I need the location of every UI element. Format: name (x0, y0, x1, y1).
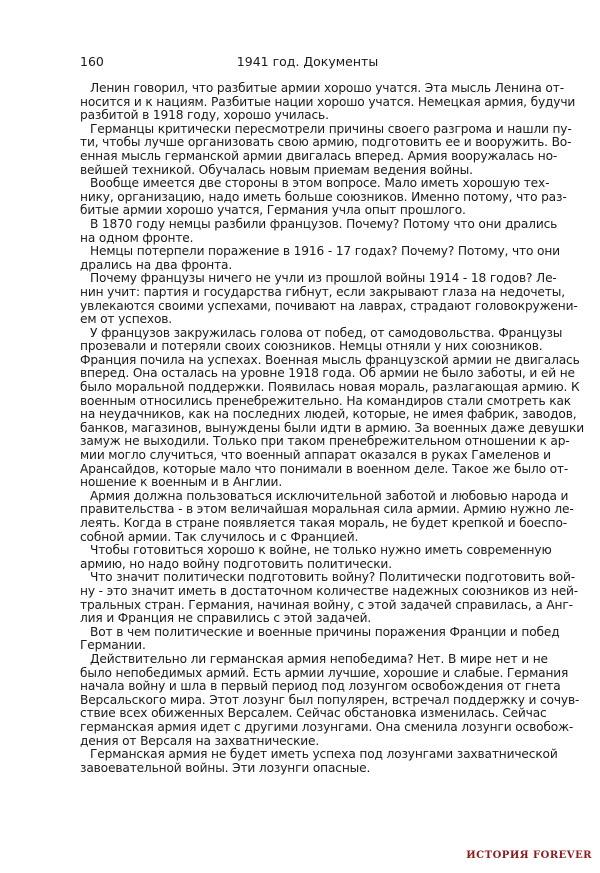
text-line: Версальского мира. Этот лозунг был популярен, встречал поддержку и сочув- (80, 692, 580, 707)
text-line: Германцы критически пересмотрели причины своего разгрома и нашли пу- (90, 121, 572, 136)
text-line: Что значит политически подготовить войну? Политически подготовить вой- (90, 570, 576, 585)
text-line: военным относились пренебрежительно. На командиров стали смотреть как (80, 393, 571, 408)
text-line: Германии. (80, 638, 146, 653)
text-line: тральных стран. Германия, начиная войну, с этой задачей справилась, а Анг- (80, 597, 573, 612)
paragraph (80, 325, 584, 490)
paragraph (80, 244, 560, 272)
text-line: дрались на два фронта. (80, 257, 233, 272)
text-line: енная мысль германской армии двигалась вперед. Армия вооружалась но- (80, 148, 558, 163)
text-line: замуж не выходили. Только при таком пренебрежительном отношении к ар- (80, 434, 570, 449)
text-line: собной армии. Так случилось и с Францией. (80, 529, 359, 544)
text-line: мии могло случиться, что военный аппарат оказался в руках Гамеленов и (80, 448, 551, 463)
text-line: лия и Франция не справились с этой задачей. (80, 611, 372, 626)
text-line: Вообще имеется две стороны в этом вопросе. Мало иметь хорошую тех- (90, 176, 550, 191)
paragraph (80, 271, 578, 327)
text-line: носится и к нациям. Разбитые нации хорошо учатся. Немецкая армия, будучи (80, 94, 576, 109)
text-line: ти, чтобы лучше организовать свою армию, подготовить ее и вооружить. Во- (80, 135, 572, 150)
text-line: Почему французы ничего не учли из прошлой войны 1914 - 18 годов? Ле- (90, 271, 557, 286)
text-line: было непобедимых армий. Есть армии лучшие, хорошие и слабые. Германия (80, 665, 569, 680)
text-line: Ленин говорил, что разбитые армии хорошо учатся. Эта мысль Ленина от- (90, 81, 564, 95)
text-line: леять. Когда в стране появляется такая мораль, не будет крепкой и боеспо- (80, 516, 568, 530)
text-line: начала войну и шла в первый период под лозунгом освобождения от гнета (80, 679, 561, 694)
text-line: дения от Версаля на захватнические. (80, 733, 320, 748)
page-number: 160 (80, 54, 104, 69)
paragraph (80, 81, 576, 123)
text-line: Вот в чем политические и военные причины поражения Франции и побед (90, 624, 560, 639)
text-line: В 1870 году немцы разбили французов. Почему? Потому что они дрались (90, 216, 558, 231)
text-line: армию, но надо войну подготовить политически. (80, 556, 392, 571)
text-line: на неудачников, как на последних людей, которые, не имея фабрик, заводов, (80, 407, 577, 422)
text-line: Франция почила на успехах. Военная мысль французской армии не двигалась (80, 352, 580, 367)
text-line: на одном фронте. (80, 230, 194, 245)
text-line: битые армии хорошо учатся, Германия учла опыт прошлого. (80, 203, 466, 218)
page-header (80, 54, 535, 70)
text-line: германская армия идет с другими лозунгами. Она сменила лозунги освобож- (80, 719, 574, 734)
text-line: ношение к военным и в Англии. (80, 475, 283, 490)
paragraph (80, 121, 572, 177)
text-line: вперед. Она осталась на уровне 1918 года. Об армии не было заботы, и ей не (80, 366, 575, 381)
paragraph (80, 488, 574, 544)
paragraph (80, 624, 560, 653)
text-line: вейшей техникой. Обучалась новым приемам ведения войны. (80, 162, 473, 177)
text-line: было моральной поддержки. Появилась новая мораль, разлагающая армию. К (80, 380, 580, 395)
running-title: 1941 год. Документы (236, 54, 379, 69)
text-line: ем от успехов. (80, 312, 173, 327)
text-line: нику, организацию, надо иметь больше союзников. Именно потому, что раз- (80, 189, 567, 204)
text-line: Действительно ли германская армия непобедима? Нет. В мире нет и не (90, 651, 548, 666)
text-line: Немцы потерпели поражение в 1916 - 17 годах? Почему? Потому, что они (90, 244, 560, 259)
text-line: правительства - в этом величайшая моральная сила армии. Армию нужно ле- (80, 502, 574, 517)
text-line: увлекаются своими успехами, почивают на лаврах, страдают головокружени- (80, 298, 578, 313)
paragraph (80, 747, 558, 775)
document-body (80, 81, 584, 775)
text-line: нин учит: партия и государства гибнут, если закрывают глаза на недочеты, (80, 284, 565, 299)
paragraph (80, 216, 558, 245)
text-line: банков, магазинов, вынуждены были идти в армию. За военных даже девушки (80, 420, 584, 435)
text-line: разбитой в 1918 году, хорошо училась. (80, 108, 329, 123)
text-line: Армия должна пользоваться исключительной заботой и любовью народа и (90, 488, 569, 503)
watermark-logo: ИСТОРИЯ FOREVER (466, 850, 592, 861)
paragraph (80, 543, 552, 571)
text-line: ствие всех обиженных Версалем. Сейчас обстановка изменилась. Сейчас (80, 706, 547, 721)
text-line: ну - это значит иметь в достаточном количестве надежных союзников из ней- (80, 583, 579, 598)
text-line: завоевательной войны. Эти лозунги опасные. (80, 760, 371, 775)
text-line: Арансайдов, которые мало что понимали в военном деле. Такое же было от- (80, 461, 569, 476)
text-line: Чтобы готовиться хорошо к войне, не только нужно иметь современную (90, 543, 552, 558)
paragraph (80, 570, 579, 626)
paragraph (80, 176, 567, 218)
text-line: Германская армия не будет иметь успеха под лозунгами захватнической (90, 747, 558, 762)
text-line: У французов закружилась голова от побед, от самодовольства. Французы (90, 325, 563, 340)
paragraph (80, 651, 580, 748)
text-line: прозевали и потеряли своих союзников. Немцы отняли у них союзников. (80, 339, 543, 354)
